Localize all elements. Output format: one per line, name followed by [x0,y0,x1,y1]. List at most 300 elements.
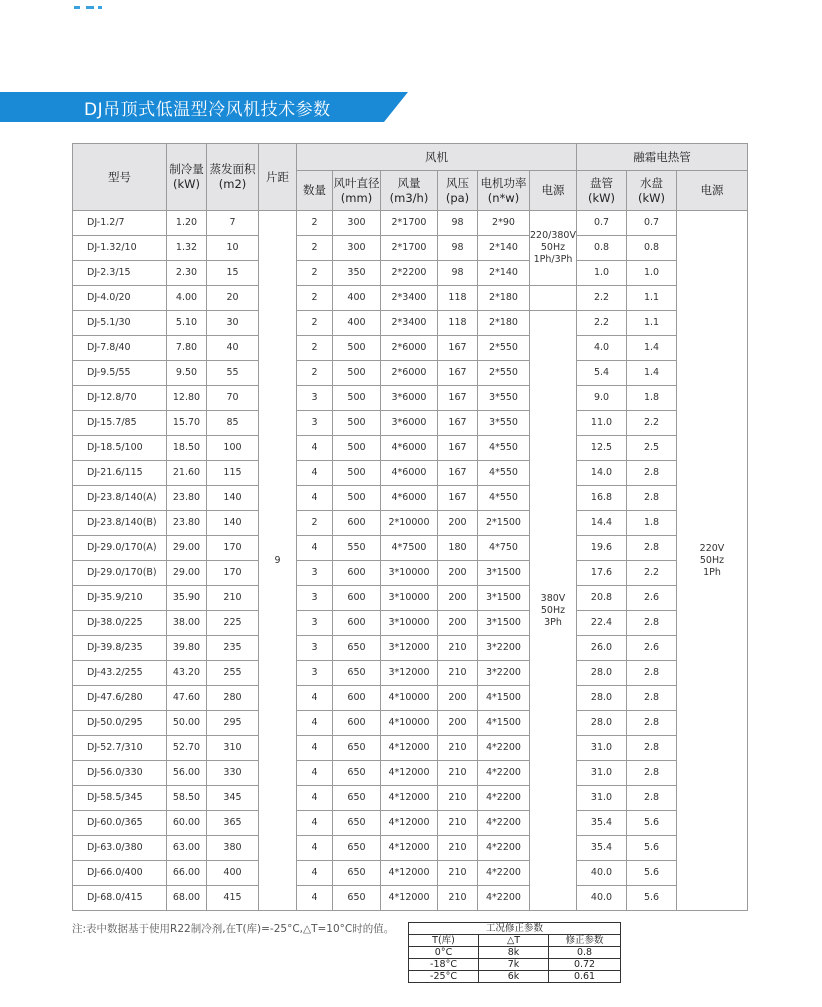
cell-drain-pan: 2.2 [627,561,677,586]
cell-motor-power: 4*2200 [478,786,530,811]
footnote: 注:表中数据基于使用R22制冷剂,在T(库)=-25°C,△T=10°C时的值。 [72,923,395,935]
cell-capacity: 1.32 [167,236,207,261]
table-row [73,761,748,786]
cell-drain-pan: 5.6 [627,886,677,911]
cell-coil: 22.4 [577,611,627,636]
cell-motor-power: 2*90 [478,211,530,236]
correction-row [409,971,621,983]
cell-air-volume: 3*10000 [381,586,438,611]
correction-cell: 0.8 [549,947,621,959]
table-row [73,436,748,461]
correction-cell: 8k [479,947,549,959]
cell-drain-pan: 2.2 [627,411,677,436]
cell-air-volume: 4*12000 [381,761,438,786]
table-row [73,211,748,236]
cell-capacity: 43.20 [167,661,207,686]
cell-air-volume: 4*10000 [381,711,438,736]
cell-fan-diameter: 600 [333,686,381,711]
cell-drain-pan: 1.8 [627,386,677,411]
cell-drain-pan: 0.7 [627,211,677,236]
cell-model: DJ-50.0/295 [73,711,167,736]
cell-fan-qty: 3 [297,386,333,411]
cell-drain-pan: 2.8 [627,461,677,486]
cell-model: DJ-7.8/40 [73,336,167,361]
cell-heater-power-supply [677,211,748,911]
cell-fan-diameter: 650 [333,786,381,811]
cell-fan-qty: 3 [297,586,333,611]
cell-fan-diameter: 500 [333,336,381,361]
cell-motor-power: 2*1500 [478,511,530,536]
correction-cell: -25°C [409,971,479,983]
cell-drain-pan: 2.8 [627,736,677,761]
table-row [73,836,748,861]
cell-drain-pan: 0.8 [627,236,677,261]
table-row [73,661,748,686]
cell-motor-power: 3*1500 [478,611,530,636]
cell-capacity: 38.00 [167,611,207,636]
cell-fan-power-supply [530,211,577,286]
header-fan-qty: 数量 [297,171,333,211]
cell-fan-diameter: 400 [333,286,381,311]
cell-air-pressure: 98 [438,211,478,236]
cell-air-volume: 4*12000 [381,836,438,861]
cell-air-pressure: 118 [438,311,478,336]
cell-fan-qty: 2 [297,511,333,536]
cell-fan-qty: 2 [297,361,333,386]
cell-fan-qty: 4 [297,736,333,761]
cell-motor-power: 2*140 [478,261,530,286]
cell-fan-qty: 4 [297,836,333,861]
cell-drain-pan: 1.1 [627,311,677,336]
cell-fan-diameter: 650 [333,886,381,911]
cell-fan-qty: 4 [297,436,333,461]
cell-fan-diameter: 500 [333,361,381,386]
cell-drain-pan: 2.6 [627,636,677,661]
cell-motor-power: 4*2200 [478,761,530,786]
cell-fan-diameter: 600 [333,511,381,536]
cell-capacity: 63.00 [167,836,207,861]
cell-coil: 20.8 [577,586,627,611]
cell-fan-qty: 2 [297,311,333,336]
table-row [73,736,748,761]
cell-capacity: 18.50 [167,436,207,461]
cell-air-pressure: 210 [438,811,478,836]
cell-drain-pan: 2.8 [627,611,677,636]
correction-title: 工况修正参数 [409,923,621,935]
spec-table [72,143,748,911]
cell-air-volume: 2*1700 [381,211,438,236]
cell-capacity: 23.80 [167,511,207,536]
cell-fan-qty: 2 [297,286,333,311]
header-model: 型号 [73,144,167,211]
cell-motor-power: 2*140 [478,236,530,261]
cell-drain-pan: 1.0 [627,261,677,286]
cell-heater-power-supply-line: 1Ph [703,566,721,578]
cell-drain-pan: 2.8 [627,486,677,511]
cell-fan-qty: 4 [297,461,333,486]
table-row [73,461,748,486]
cell-air-volume: 2*6000 [381,361,438,386]
cell-air-pressure: 200 [438,686,478,711]
cell-coil: 31.0 [577,736,627,761]
cell-coil: 11.0 [577,411,627,436]
cell-motor-power: 4*2200 [478,811,530,836]
header-fan-group: 风机 [297,144,577,171]
cell-drain-pan: 2.8 [627,686,677,711]
correction-cell: -18°C [409,959,479,971]
table-row [73,561,748,586]
table-row [73,811,748,836]
cell-capacity: 2.30 [167,261,207,286]
cell-air-volume: 2*1700 [381,236,438,261]
header-air-volume: 风量 (m3/h) [381,171,438,211]
cell-coil: 19.6 [577,536,627,561]
cell-fan-qty: 2 [297,236,333,261]
cell-coil: 16.8 [577,486,627,511]
cell-fan-qty: 4 [297,761,333,786]
cell-coil: 14.4 [577,511,627,536]
cell-area: 170 [207,536,259,561]
cell-capacity: 9.50 [167,361,207,386]
table-row [73,486,748,511]
cell-fan-power-supply-line: 50Hz [540,242,566,253]
correction-header: T(库) [409,935,479,947]
cell-area: 70 [207,386,259,411]
cell-fan-power-supply-line: 50Hz [540,604,566,616]
cell-air-volume: 4*12000 [381,886,438,911]
table-row [73,786,748,811]
cell-air-volume: 3*10000 [381,561,438,586]
cell-fan-qty: 3 [297,561,333,586]
cell-air-volume: 4*12000 [381,736,438,761]
cell-fan-diameter: 500 [333,411,381,436]
cell-air-volume: 2*6000 [381,336,438,361]
cell-area: 15 [207,261,259,286]
cell-capacity: 15.70 [167,411,207,436]
cell-model: DJ-12.8/70 [73,386,167,411]
cell-coil: 28.0 [577,711,627,736]
cell-fan-power-supply [530,311,577,911]
header-coil: 盘管 (kW) [577,171,627,211]
cell-fan-diameter: 600 [333,611,381,636]
cell-coil: 1.0 [577,261,627,286]
cell-area: 40 [207,336,259,361]
cell-fan-diameter: 650 [333,736,381,761]
cell-capacity: 5.10 [167,311,207,336]
cell-model: DJ-52.7/310 [73,736,167,761]
cell-motor-power: 2*180 [478,286,530,311]
cell-area: 380 [207,836,259,861]
cell-air-pressure: 200 [438,611,478,636]
cell-model: DJ-58.5/345 [73,786,167,811]
cell-area: 10 [207,236,259,261]
cell-motor-power: 3*2200 [478,661,530,686]
cell-capacity: 47.60 [167,686,207,711]
cell-fan-qty: 4 [297,686,333,711]
cell-model: DJ-1.32/10 [73,236,167,261]
cell-fan-power-supply-line: 380V [540,592,566,604]
correction-cell: 0.72 [549,959,621,971]
cell-fan-qty: 4 [297,786,333,811]
correction-header: △T [479,935,549,947]
cell-coil: 0.7 [577,211,627,236]
cell-area: 330 [207,761,259,786]
cell-motor-power: 3*2200 [478,636,530,661]
cell-model: DJ-9.5/55 [73,361,167,386]
table-row [73,236,748,261]
cell-air-pressure: 200 [438,586,478,611]
cell-model: DJ-18.5/100 [73,436,167,461]
cell-coil: 4.0 [577,336,627,361]
cell-area: 55 [207,361,259,386]
cell-fan-diameter: 650 [333,861,381,886]
cell-model: DJ-15.7/85 [73,411,167,436]
cell-motor-power: 2*180 [478,311,530,336]
cell-air-volume: 3*6000 [381,386,438,411]
cell-air-volume: 4*12000 [381,786,438,811]
cell-coil: 31.0 [577,761,627,786]
cell-air-pressure: 210 [438,886,478,911]
cell-area: 400 [207,861,259,886]
cell-fan-qty: 4 [297,536,333,561]
cell-drain-pan: 2.8 [627,661,677,686]
top-decoration-mark [74,6,104,10]
correction-body [409,947,621,983]
cell-air-pressure: 98 [438,236,478,261]
cell-drain-pan: 1.4 [627,361,677,386]
cell-air-pressure: 210 [438,661,478,686]
cell-motor-power: 4*2200 [478,836,530,861]
cell-model: DJ-66.0/400 [73,861,167,886]
cell-drain-pan: 1.1 [627,286,677,311]
cell-air-pressure: 200 [438,561,478,586]
cell-air-volume: 3*10000 [381,611,438,636]
cell-fan-qty: 2 [297,336,333,361]
table-row [73,636,748,661]
cell-fan-power-supply-line: 3Ph [544,616,562,628]
cell-fan-diameter: 600 [333,711,381,736]
cell-area: 280 [207,686,259,711]
cell-capacity: 66.00 [167,861,207,886]
table-row [73,711,748,736]
cell-air-pressure: 167 [438,436,478,461]
header-drain-pan: 水盘 (kW) [627,171,677,211]
cell-air-pressure: 98 [438,261,478,286]
cell-fan-qty: 4 [297,811,333,836]
cell-air-volume: 4*10000 [381,686,438,711]
cell-motor-power: 3*550 [478,386,530,411]
header-fin-pitch: 片距 [259,144,297,211]
cell-motor-power: 4*550 [478,436,530,461]
cell-coil: 0.8 [577,236,627,261]
cell-air-pressure: 167 [438,386,478,411]
cell-air-pressure: 210 [438,761,478,786]
cell-fan-diameter: 350 [333,261,381,286]
spec-table-body [73,211,748,911]
cell-area: 7 [207,211,259,236]
cell-capacity: 52.70 [167,736,207,761]
cell-fan-qty: 2 [297,261,333,286]
cell-motor-power: 3*550 [478,411,530,436]
cell-fan-power-supply-line: 220/380V [530,230,576,241]
cell-motor-power: 4*2200 [478,861,530,886]
header-area: 蒸发面积 (m2) [207,144,259,211]
correction-cell: 0°C [409,947,479,959]
cell-capacity: 58.50 [167,786,207,811]
cell-model: DJ-60.0/365 [73,811,167,836]
cell-area: 85 [207,411,259,436]
cell-drain-pan: 2.8 [627,536,677,561]
cell-model: DJ-29.0/170(B) [73,561,167,586]
cell-area: 295 [207,711,259,736]
cell-capacity: 35.90 [167,586,207,611]
header-fan-power-supply: 电源 [530,171,577,211]
cell-drain-pan: 1.8 [627,511,677,536]
cell-coil: 28.0 [577,661,627,686]
cell-drain-pan: 2.5 [627,436,677,461]
table-row [73,336,748,361]
cell-fan-diameter: 600 [333,561,381,586]
cell-air-volume: 2*2200 [381,261,438,286]
cell-air-pressure: 167 [438,461,478,486]
table-row [73,361,748,386]
table-row [73,261,748,286]
cell-motor-power: 2*550 [478,361,530,386]
table-row [73,886,748,911]
cell-coil: 40.0 [577,861,627,886]
cell-area: 20 [207,286,259,311]
cell-area: 345 [207,786,259,811]
cell-coil: 31.0 [577,786,627,811]
correction-row [409,947,621,959]
cell-motor-power: 3*1500 [478,586,530,611]
cell-fan-qty: 3 [297,636,333,661]
header-defrost-group: 融霜电热管 [577,144,748,171]
cell-coil: 35.4 [577,811,627,836]
correction-header: 修正参数 [549,935,621,947]
cell-air-pressure: 167 [438,411,478,436]
correction-cell: 6k [479,971,549,983]
cell-motor-power: 2*550 [478,336,530,361]
cell-capacity: 50.00 [167,711,207,736]
cell-model: DJ-43.2/255 [73,661,167,686]
table-row [73,586,748,611]
cell-model: DJ-39.8/235 [73,636,167,661]
cell-coil: 17.6 [577,561,627,586]
cell-coil: 14.0 [577,461,627,486]
header-fan-diameter: 风叶直径 (mm) [333,171,381,211]
cell-air-volume: 4*6000 [381,486,438,511]
cell-fan-qty: 4 [297,861,333,886]
correction-row [409,959,621,971]
cell-model: DJ-5.1/30 [73,311,167,336]
cell-fan-qty: 4 [297,711,333,736]
cell-air-volume: 4*6000 [381,461,438,486]
cell-motor-power: 4*1500 [478,686,530,711]
cell-air-pressure: 200 [438,711,478,736]
cell-air-pressure: 167 [438,336,478,361]
cell-capacity: 23.80 [167,486,207,511]
cell-area: 365 [207,811,259,836]
cell-air-volume: 2*3400 [381,286,438,311]
table-row [73,286,748,311]
table-row [73,861,748,886]
cell-fan-diameter: 550 [333,536,381,561]
cell-area: 115 [207,461,259,486]
cell-model: DJ-29.0/170(A) [73,536,167,561]
cell-fan-diameter: 300 [333,236,381,261]
cell-motor-power: 4*2200 [478,886,530,911]
cell-area: 170 [207,561,259,586]
correction-cell: 0.61 [549,971,621,983]
cell-capacity: 68.00 [167,886,207,911]
table-row [73,611,748,636]
cell-area: 235 [207,636,259,661]
cell-fan-qty: 4 [297,486,333,511]
table-row [73,386,748,411]
cell-air-volume: 3*12000 [381,661,438,686]
cell-air-volume: 4*12000 [381,811,438,836]
cell-air-volume: 3*6000 [381,411,438,436]
cell-capacity: 56.00 [167,761,207,786]
correction-cell: 7k [479,959,549,971]
cell-fan-diameter: 650 [333,636,381,661]
cell-drain-pan: 5.6 [627,836,677,861]
cell-blank [530,286,577,311]
correction-table [408,922,621,983]
table-row [73,511,748,536]
cell-model: DJ-47.6/280 [73,686,167,711]
cell-capacity: 12.80 [167,386,207,411]
cell-air-pressure: 210 [438,636,478,661]
cell-fan-qty: 3 [297,661,333,686]
cell-model: DJ-68.0/415 [73,886,167,911]
cell-motor-power: 4*750 [478,536,530,561]
cell-model: DJ-21.6/115 [73,461,167,486]
header-air-pressure: 风压 (pa) [438,171,478,211]
cell-drain-pan: 2.8 [627,761,677,786]
cell-coil: 26.0 [577,636,627,661]
cell-model: DJ-35.9/210 [73,586,167,611]
cell-capacity: 29.00 [167,536,207,561]
cell-model: DJ-23.8/140(A) [73,486,167,511]
table-row [73,536,748,561]
page-title: DJ吊顶式低温型冷风机技术参数 [84,100,331,120]
cell-motor-power: 4*1500 [478,711,530,736]
cell-coil: 9.0 [577,386,627,411]
cell-area: 310 [207,736,259,761]
cell-coil: 28.0 [577,686,627,711]
table-row [73,686,748,711]
cell-fin-pitch: 9 [259,211,297,911]
cell-air-pressure: 210 [438,836,478,861]
cell-fan-power-supply-line: 1Ph/3Ph [533,254,573,265]
cell-drain-pan: 2.6 [627,586,677,611]
cell-fan-diameter: 650 [333,661,381,686]
cell-drain-pan: 2.8 [627,786,677,811]
cell-air-pressure: 118 [438,286,478,311]
cell-air-pressure: 210 [438,736,478,761]
cell-area: 30 [207,311,259,336]
cell-model: DJ-23.8/140(B) [73,511,167,536]
cell-model: DJ-56.0/330 [73,761,167,786]
cell-area: 140 [207,511,259,536]
cell-air-volume: 2*3400 [381,311,438,336]
cell-coil: 5.4 [577,361,627,386]
cell-drain-pan: 5.6 [627,811,677,836]
cell-fan-diameter: 500 [333,436,381,461]
cell-area: 100 [207,436,259,461]
